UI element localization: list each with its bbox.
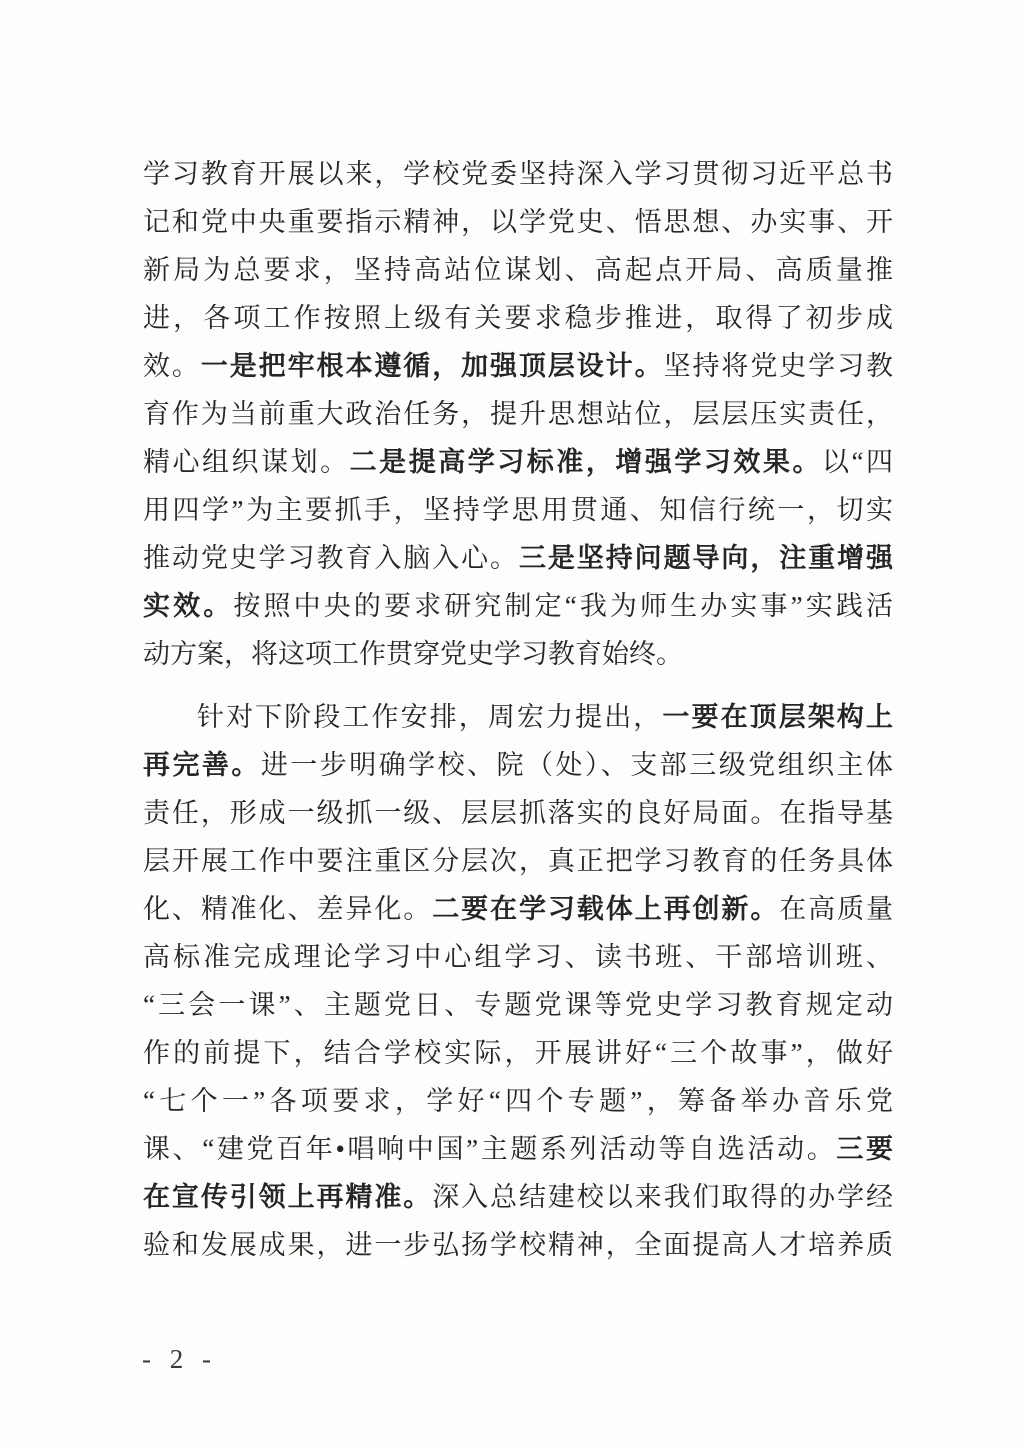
body-text: 在高质量 <box>779 894 893 924</box>
text-line <box>143 294 893 342</box>
text-line <box>143 630 893 678</box>
emphasis-text: 在宣传引领上再精准。 <box>143 1182 433 1212</box>
body-text: 效。 <box>143 351 201 381</box>
body-text: 用四学”为主要抓手，坚持学思用贯通、知信行统一，切实 <box>143 495 893 525</box>
paragraph <box>143 150 893 678</box>
text-line <box>143 198 893 246</box>
body-text: 以“四 <box>822 447 893 477</box>
body-text: 责任，形成一级抓一级、层层抓落实的良好局面。在指导基 <box>143 798 893 828</box>
text-line <box>143 486 893 534</box>
emphasis-text: 二要在学习载体上再创新。 <box>432 894 780 924</box>
body-text: 记和党中央重要指示精神，以学党史、悟思想、办实事、开 <box>143 207 893 237</box>
text-line <box>143 837 893 885</box>
emphasis-text: 二是提高学习标准，增强学习效果。 <box>349 447 822 477</box>
body-text: 进一步明确学校、院（处）、支部三级党组织主体 <box>260 750 893 780</box>
text-line <box>143 1029 893 1077</box>
body-text: 坚持将党史学习教 <box>663 351 893 381</box>
text-line <box>143 390 893 438</box>
emphasis-text: 一要在顶层架构上 <box>662 702 893 732</box>
body-text: 高标准完成理论学习中心组学习、读书班、干部培训班、 <box>143 942 893 972</box>
text-line <box>143 693 893 741</box>
body-text: 新局为总要求，坚持高站位谋划、高起点开局、高质量推 <box>143 255 893 285</box>
text-line <box>143 741 893 789</box>
emphasis-text: 三要 <box>836 1134 893 1164</box>
text-line <box>143 534 893 582</box>
body-text: 层开展工作中要注重区分层次，真正把学习教育的任务具体 <box>143 846 893 876</box>
emphasis-text: 再完善。 <box>143 750 261 780</box>
body-text: 推动党史学习教育入脑入心。 <box>143 543 519 573</box>
text-line <box>143 933 893 981</box>
body-text: “三会一课”、主题党日、专题党课等党史学习教育规定动 <box>143 990 893 1020</box>
text-line <box>143 246 893 294</box>
emphasis-text: 一是把牢根本遵循，加强顶层设计。 <box>200 351 664 381</box>
body-text: 作的前提下，结合学校实际，开展讲好“三个故事”，做好 <box>143 1038 893 1068</box>
text-line <box>143 789 893 837</box>
body-text: 针对下阶段工作安排，周宏力提出， <box>197 702 663 732</box>
body-text: 化、精准化、差异化。 <box>143 894 433 924</box>
page-number: - 2 - <box>142 1344 217 1374</box>
text-line <box>143 438 893 486</box>
body-text: 课、“建党百年•唱响中国”主题系列活动等自选活动。 <box>143 1134 837 1164</box>
paragraph <box>143 693 893 1269</box>
text-line <box>143 1077 893 1125</box>
text-line <box>143 582 893 630</box>
text-line <box>143 1125 893 1173</box>
text-line <box>143 981 893 1029</box>
text-line <box>143 1221 893 1269</box>
body-text: 精心组织谋划。 <box>143 447 350 477</box>
body-text: “七个一”各项要求，学好“四个专题”，筹备举办音乐党 <box>143 1086 893 1116</box>
text-line <box>143 150 893 198</box>
body-text: 进，各项工作按照上级有关要求稳步推进，取得了初步成 <box>143 303 893 333</box>
body-text: 学习教育开展以来，学校党委坚持深入学习贯彻习近平总书 <box>143 159 893 189</box>
body-text: 育作为当前重大政治任务，提升思想站位，层层压实责任， <box>143 399 893 429</box>
document-body <box>143 150 893 1269</box>
emphasis-text: 三是坚持问题导向，注重增强 <box>518 543 893 573</box>
text-line <box>143 342 893 390</box>
body-text: 动方案，将这项工作贯穿党史学习教育始终。 <box>143 639 683 669</box>
body-text: 深入总结建校以来我们取得的办学经 <box>432 1182 893 1212</box>
text-line <box>143 885 893 933</box>
body-text: 按照中央的要求研究制定“我为师生办实事”实践活 <box>233 591 893 621</box>
text-line <box>143 1173 893 1221</box>
emphasis-text: 实效。 <box>143 591 234 621</box>
body-text: 验和发展成果，进一步弘扬学校精神，全面提高人才培养质 <box>143 1230 893 1260</box>
